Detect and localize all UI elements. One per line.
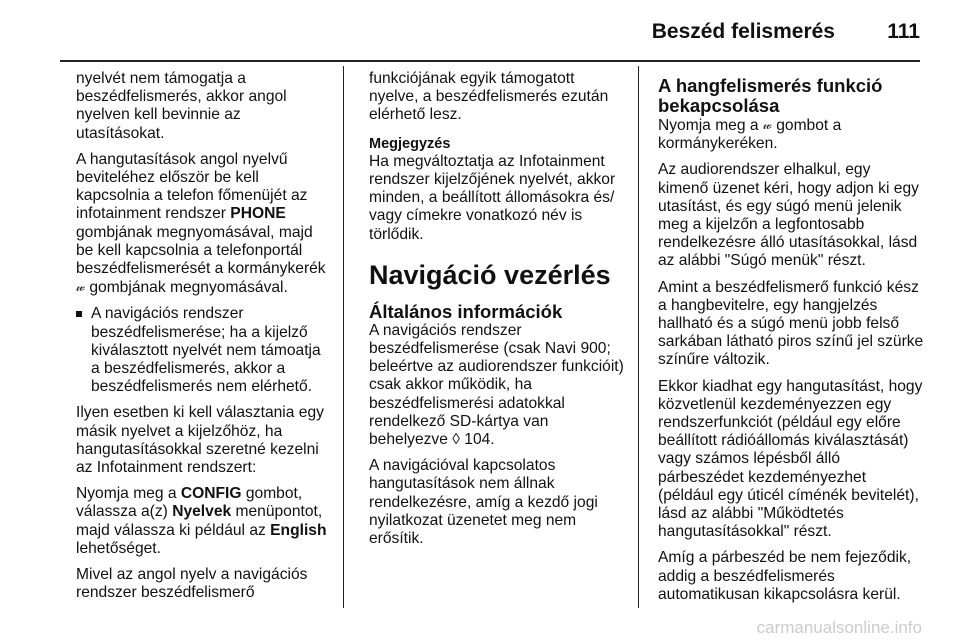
note-text: Ha megváltoztatja az Infotainment rendszer kijelzőjének nyelvét, akkor minden, a beállított állomásokra és/ vagy címekre vonatkozó név is törlődik.	[369, 152, 616, 243]
header-rule	[60, 60, 920, 62]
paragraph: Amíg a párbeszéd be nem fejeződik, addig a beszédfelismerés automatikusan kikapcsolásra kerül.	[658, 549, 912, 603]
voice-control-icon: 𝓌	[762, 117, 772, 132]
text-run: A navigációs rendszer beszédfelismerése (csak Navi 900; beleértve az audiorendszer funkcióit) csak akkor működik, ha beszédfelismerési adatokkal rendelkező SD-kártya van behelyezve	[369, 321, 624, 449]
paragraph: Ekkor kiadhat egy hangutasítást, hogy közvetlenül kezdeményezzen egy rendszerfunkciót (például egy előre beállított rádióállomás kiválasztását) vagy számos lépésből álló párbeszédet kezdeményezhet (például egy úticél címénék bevitelét), lásd az alábbi "Működtetés hangutasításokkal" részt.	[658, 377, 923, 541]
column-1	[76, 70, 332, 610]
page-header-title: Beszéd felismerés	[651, 20, 835, 43]
paragraph	[76, 485, 332, 558]
subsection-heading: A hangfelismerés funkció bekapcsolása	[658, 75, 883, 116]
text-run: gombot, válassza a(z)	[76, 485, 303, 521]
paragraph	[76, 151, 332, 298]
bullet-square-icon	[76, 311, 82, 317]
voice-control-icon: 𝓌	[76, 279, 86, 295]
paragraph	[369, 322, 625, 449]
note-title: Megjegyzés	[369, 135, 451, 152]
column-divider-2	[638, 66, 639, 608]
column-2	[369, 70, 625, 556]
text-run: Nyomja meg a	[76, 485, 181, 503]
subsection-heading: Általános információk	[369, 300, 563, 322]
page-number: 111	[887, 20, 920, 43]
bullet-item	[76, 305, 332, 396]
page-header	[0, 0, 960, 60]
paragraph	[658, 116, 924, 153]
text-run: 104.	[459, 431, 495, 449]
text-run: gombjának megnyomásával, majd be kell kapcsolnia a telefonportál beszédfelismerését a kormánykerék	[76, 223, 326, 278]
bullet-text: A navigációs rendszer beszédfelismerése; ha a kijelző kiválasztott nyelvét nem támoatja a beszédfelismerés, akkor a beszédfelismerés nem elérhető.	[91, 305, 321, 396]
text-run: gombjának megnyomásával.	[85, 279, 288, 297]
column-divider-1	[343, 66, 344, 608]
config-button-label: CONFIG	[180, 485, 242, 503]
text-run: menüpontot, majd válassza ki például az	[76, 503, 323, 539]
text-run: Nyomja meg a	[658, 117, 763, 134]
text-run: gombot a kormánykeréken.	[658, 117, 842, 153]
text-run: lehetőséget.	[76, 539, 161, 557]
phone-button-label: PHONE	[230, 205, 286, 223]
section-heading: Navigáció vezérlés	[369, 259, 611, 290]
column-3	[658, 70, 924, 612]
paragraph: Mivel az angol nyelv a navigációs rendszer beszédfelismerő	[76, 566, 308, 602]
paragraph: funkciójának egyik támogatott nyelve, a beszédfelismerés ezután elérhető lesz.	[369, 70, 609, 124]
watermark: carmanualsonline.info	[756, 618, 922, 637]
text-run: A hangutasítások angol nyelvű beviteléhez először be kell kapcsolnia a telefon főmenüjét az infotainment rendszer	[76, 150, 308, 223]
paragraph: nyelvét nem támogatja a beszédfelismerés, akkor angol nyelven kell bevinnie az utasításokat.	[76, 70, 287, 142]
page-reference-icon: ◊	[452, 431, 460, 449]
paragraph: A navigációval kapcsolatos hangutasítások nem állnak rendelkezésre, amíg a kezdő jogi nyilatkozat üzenetet meg nem erősítik.	[369, 457, 598, 548]
paragraph: Ilyen esetben ki kell választania egy másik nyelvet a kijelzőhöz, ha hangutasításokkal szeretné kezelni az Infotainment rendszert:	[76, 404, 324, 477]
paragraph: Az audiorendszer elhalkul, egy kimenő üzenet kéri, hogy adjon ki egy utasítást, és egy súgó menü jelenik meg a kijelzőn a legfontosabb rendelkezésre álló utasításokkal, lásd az alábbi "Súgó menük" részt.	[658, 161, 919, 270]
paragraph: Amint a beszédfelismerő funkció kész a hangbevitelre, egy hangjelzés hallható és a súgó menü jobb felső sarkában látható piros színű jel szürke színűre változik.	[658, 278, 924, 369]
option-label: English	[270, 521, 327, 539]
menu-item-label: Nyelvek	[172, 503, 232, 521]
